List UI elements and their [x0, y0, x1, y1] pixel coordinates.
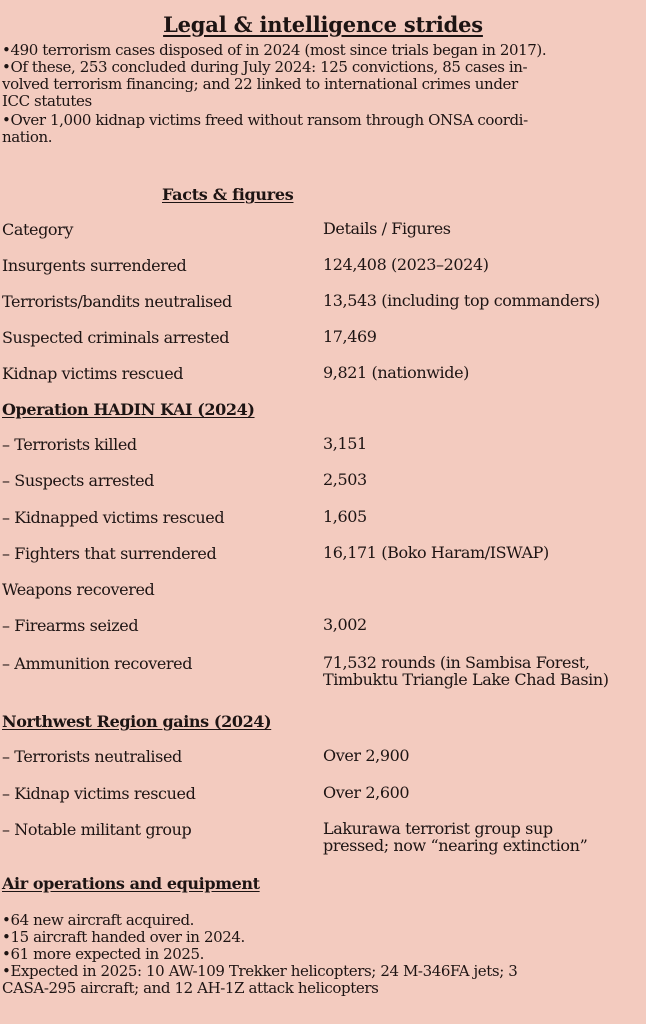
row-details-line: Timbuktu Triangle Lake Chad Basin) [323, 670, 609, 689]
row-details [323, 820, 587, 854]
row-details: Over 2,900 [323, 746, 410, 765]
row-category: Kidnap victims rescued [2, 364, 184, 383]
row-category: – Fighters that surrendered [2, 544, 217, 563]
row-details: 3,002 [323, 615, 367, 634]
bullet-continuation: CASA-295 aircraft; and 12 AH-1Z attack helicopters [2, 979, 379, 997]
table-row [0, 544, 646, 570]
row-details-line: Lakurawa terrorist group sup [323, 819, 553, 838]
row-category: – Ammunition recovered [2, 654, 193, 673]
row-details: 17,469 [323, 327, 377, 346]
section-heading-air: Air operations and equipment [2, 874, 260, 893]
row-details: 2,503 [323, 470, 367, 489]
air-bullets [2, 912, 646, 997]
facts-title: Facts & figures [162, 185, 294, 204]
table-row [0, 820, 646, 860]
bullet-item: • 490 terrorism cases disposed of in 2024 (most since trials began in 2017). [2, 42, 646, 59]
row-details-line: 71,532 rounds (in Sambisa Forest, [323, 653, 590, 672]
row-category: – Kidnapped victims rescued [2, 508, 225, 527]
weapons-heading-row [0, 580, 646, 606]
table-row [0, 256, 646, 282]
table-row [0, 747, 646, 773]
row-details [323, 654, 609, 688]
row-category: – Terrorists neutralised [2, 747, 182, 766]
bullet-item: • 15 aircraft handed over in 2024. [2, 929, 646, 946]
section-heading-hadin-kai: Operation HADIN KAI (2024) [2, 400, 255, 419]
table-row [0, 292, 646, 318]
column-header-category: Category [2, 220, 74, 239]
table-row [0, 784, 646, 810]
legal-bullets [2, 42, 646, 146]
bullet-continuation: nation. [2, 128, 53, 146]
bullet-continuation: ICC statutes [2, 92, 92, 110]
table-row [0, 471, 646, 497]
row-details: 16,171 (Boko Haram/ISWAP) [323, 543, 549, 562]
column-header-details: Details / Figures [323, 219, 451, 238]
row-details: 9,821 (nationwide) [323, 363, 470, 382]
table-row [0, 508, 646, 534]
table-row [0, 328, 646, 354]
bullet-item: • Of these, 253 concluded during July 2024: 125 convictions, 85 cases in- [2, 59, 646, 76]
row-category: – Suspects arrested [2, 471, 155, 490]
table-row [0, 435, 646, 461]
table-row [0, 616, 646, 642]
row-category: – Notable militant group [2, 820, 192, 839]
row-category: – Firearms seized [2, 616, 139, 635]
weapons-heading: Weapons recovered [2, 580, 155, 599]
bullet-item: • Expected in 2025: 10 AW-109 Trekker helicopters; 24 M-346FA jets; 3 [2, 963, 646, 980]
row-details-line: pressed; now “nearing extinction” [323, 836, 588, 855]
row-category: – Kidnap victims rescued [2, 784, 196, 803]
bullet-item: • 61 more expected in 2025. [2, 946, 646, 963]
row-details: Over 2,600 [323, 783, 410, 802]
section-heading-northwest: Northwest Region gains (2024) [2, 712, 272, 731]
row-category: – Terrorists killed [2, 435, 137, 454]
row-details: 124,408 (2023–2024) [323, 255, 489, 274]
table-header-row [0, 220, 646, 246]
table-row [0, 364, 646, 390]
bullet-item: • Over 1,000 kidnap victims freed without ransom through ONSA coordi- [2, 112, 646, 129]
row-details: 3,151 [323, 434, 367, 453]
row-category: Insurgents surrendered [2, 256, 187, 275]
table-row [0, 654, 646, 694]
bullet-continuation: volved terrorism financing; and 22 linked to international crimes under [2, 75, 518, 93]
row-category: Suspected criminals arrested [2, 328, 230, 347]
page-title: Legal & intelligence strides [163, 12, 483, 37]
row-details: 1,605 [323, 507, 367, 526]
row-details: 13,543 (including top commanders) [323, 291, 600, 310]
bullet-item: • 64 new aircraft acquired. [2, 912, 646, 929]
row-category: Terrorists/bandits neutralised [2, 292, 232, 311]
